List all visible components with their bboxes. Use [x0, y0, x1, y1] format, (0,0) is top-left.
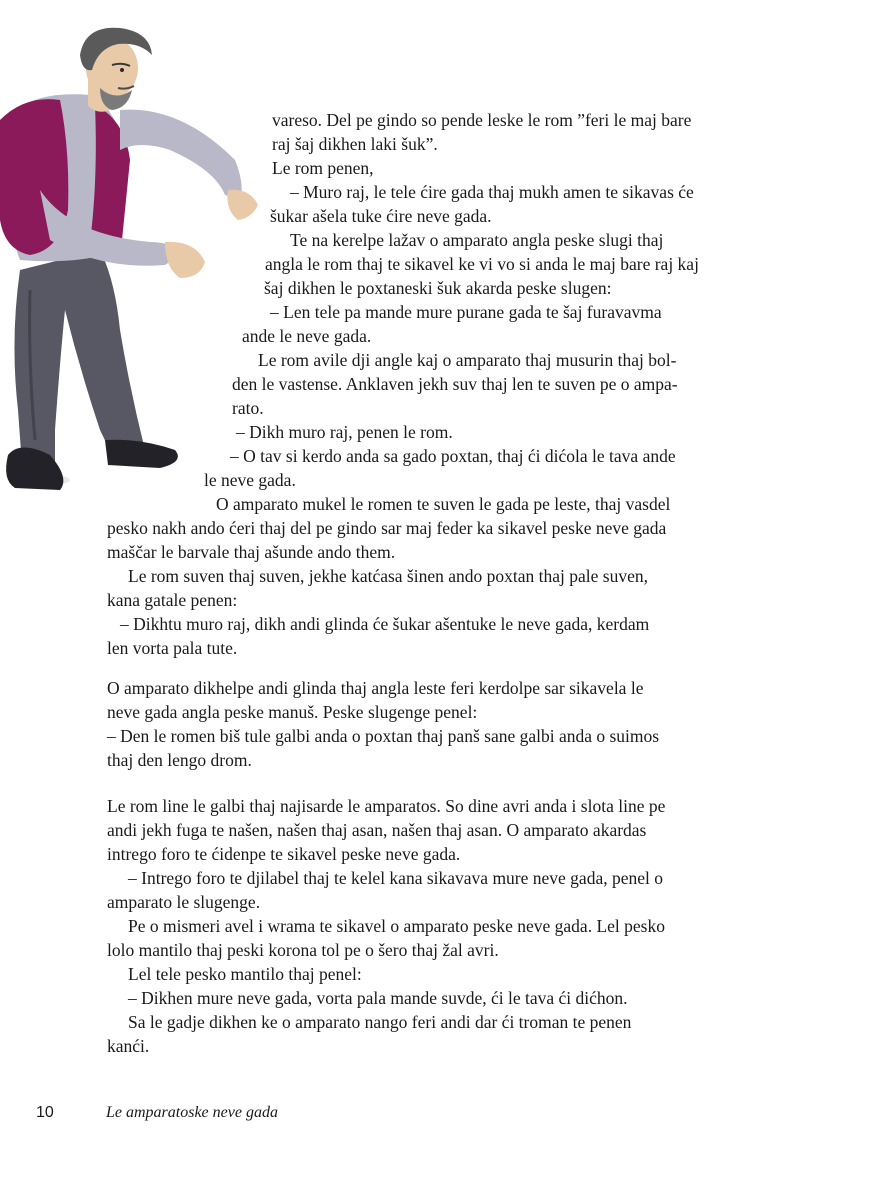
- text-line: O amparato mukel le romen te suven le gada pe leste, thaj vasdel: [216, 494, 671, 514]
- text-line: maščar le barvale thaj ašunde ando them.: [107, 542, 396, 562]
- man-figure: [0, 28, 258, 490]
- text-line: Le rom penen,: [272, 158, 374, 178]
- text-line: Pe o mismeri avel i wrama te sikavel o amparato peske neve gada. Lel pesko: [128, 916, 665, 936]
- text-line: kanći.: [107, 1036, 150, 1056]
- text-line: rato.: [232, 398, 264, 418]
- text-line: amparato le slugenge.: [107, 892, 261, 912]
- text-line: vareso. Del pe gindo so pende leske le rom ”feri le maj bare: [272, 110, 692, 130]
- text-line: intrego foro te ćidenpe te sikavel peske neve gada.: [107, 844, 461, 864]
- running-footer-title: Le amparatoske neve gada: [106, 1104, 278, 1121]
- text-line: – Muro raj, le tele ćire gada thaj mukh amen te sikavas će: [290, 182, 694, 202]
- illustration-dancing-man: [0, 10, 260, 490]
- text-line: – Dikhen mure neve gada, vorta pala mande suvde, ći le tava ći dićhon.: [128, 988, 628, 1008]
- text-line: – Len tele pa mande mure purane gada te šaj furavavma: [270, 302, 662, 322]
- text-line: ande le neve gada.: [242, 326, 372, 346]
- text-line: Lel tele pesko mantilo thaj penel:: [128, 964, 362, 984]
- text-line: Sa le gadje dikhen ke o amparato nango feri andi dar ći troman te penen: [128, 1012, 632, 1032]
- text-line: – Den le romen biš tule galbi anda o poxtan thaj panš sane galbi anda o suimos: [107, 726, 660, 746]
- text-line: neve gada angla peske manuš. Peske slugenge penel:: [107, 702, 478, 722]
- text-line: le neve gada.: [204, 470, 296, 490]
- text-line: lolo mantilo thaj peski korona tol pe o šero thaj žal avri.: [107, 940, 499, 960]
- page-number: 10: [36, 1104, 54, 1121]
- text-line: raj šaj dikhen laki šuk”.: [272, 134, 438, 154]
- text-line: Te na kerelpe lažav o amparato angla peske slugi thaj: [290, 230, 664, 250]
- text-line: angla le rom thaj te sikavel ke vi vo si anda le maj bare raj kaj: [265, 254, 699, 274]
- text-line: andi jekh fuga te našen, našen thaj asan, našen thaj asan. O amparato akardas: [107, 820, 647, 840]
- text-line: O amparato dikhelpe andi glinda thaj angla leste feri kerdolpe sar sikavela le: [107, 678, 644, 698]
- text-line: šukar ašela tuke ćire neve gada.: [270, 206, 492, 226]
- text-line: Le rom suven thaj suven, jekhe katćasa šinen ando poxtan thaj pale suven,: [128, 566, 648, 586]
- text-line: Le rom line le galbi thaj najisarde le amparatos. So dine avri anda i slota line pe: [107, 796, 666, 816]
- text-line: pesko nakh ando ćeri thaj del pe gindo sar maj feder ka sikavel peske neve gada: [107, 518, 667, 538]
- text-line: – Dikh muro raj, penen le rom.: [236, 422, 453, 442]
- text-line: šaj dikhen le poxtaneski šuk akarda peske slugen:: [264, 278, 612, 298]
- text-line: den le vastense. Anklaven jekh suv thaj len te suven pe o ampa-: [232, 374, 678, 394]
- text-line: – Intrego foro te djilabel thaj te kelel kana sikavava mure neve gada, penel o: [128, 868, 663, 888]
- text-line: – O tav si kerdo anda sa gado poxtan, thaj ći dićola le tava ande: [230, 446, 676, 466]
- text-line: thaj den lengo drom.: [107, 750, 252, 770]
- text-line: – Dikhtu muro raj, dikh andi glinda će šukar ašentuke le neve gada, kerdam: [120, 614, 650, 634]
- text-line: Le rom avile dji angle kaj o amparato thaj musurin thaj bol-: [258, 350, 677, 370]
- text-line: len vorta pala tute.: [107, 638, 238, 658]
- text-line: kana gatale penen:: [107, 590, 238, 610]
